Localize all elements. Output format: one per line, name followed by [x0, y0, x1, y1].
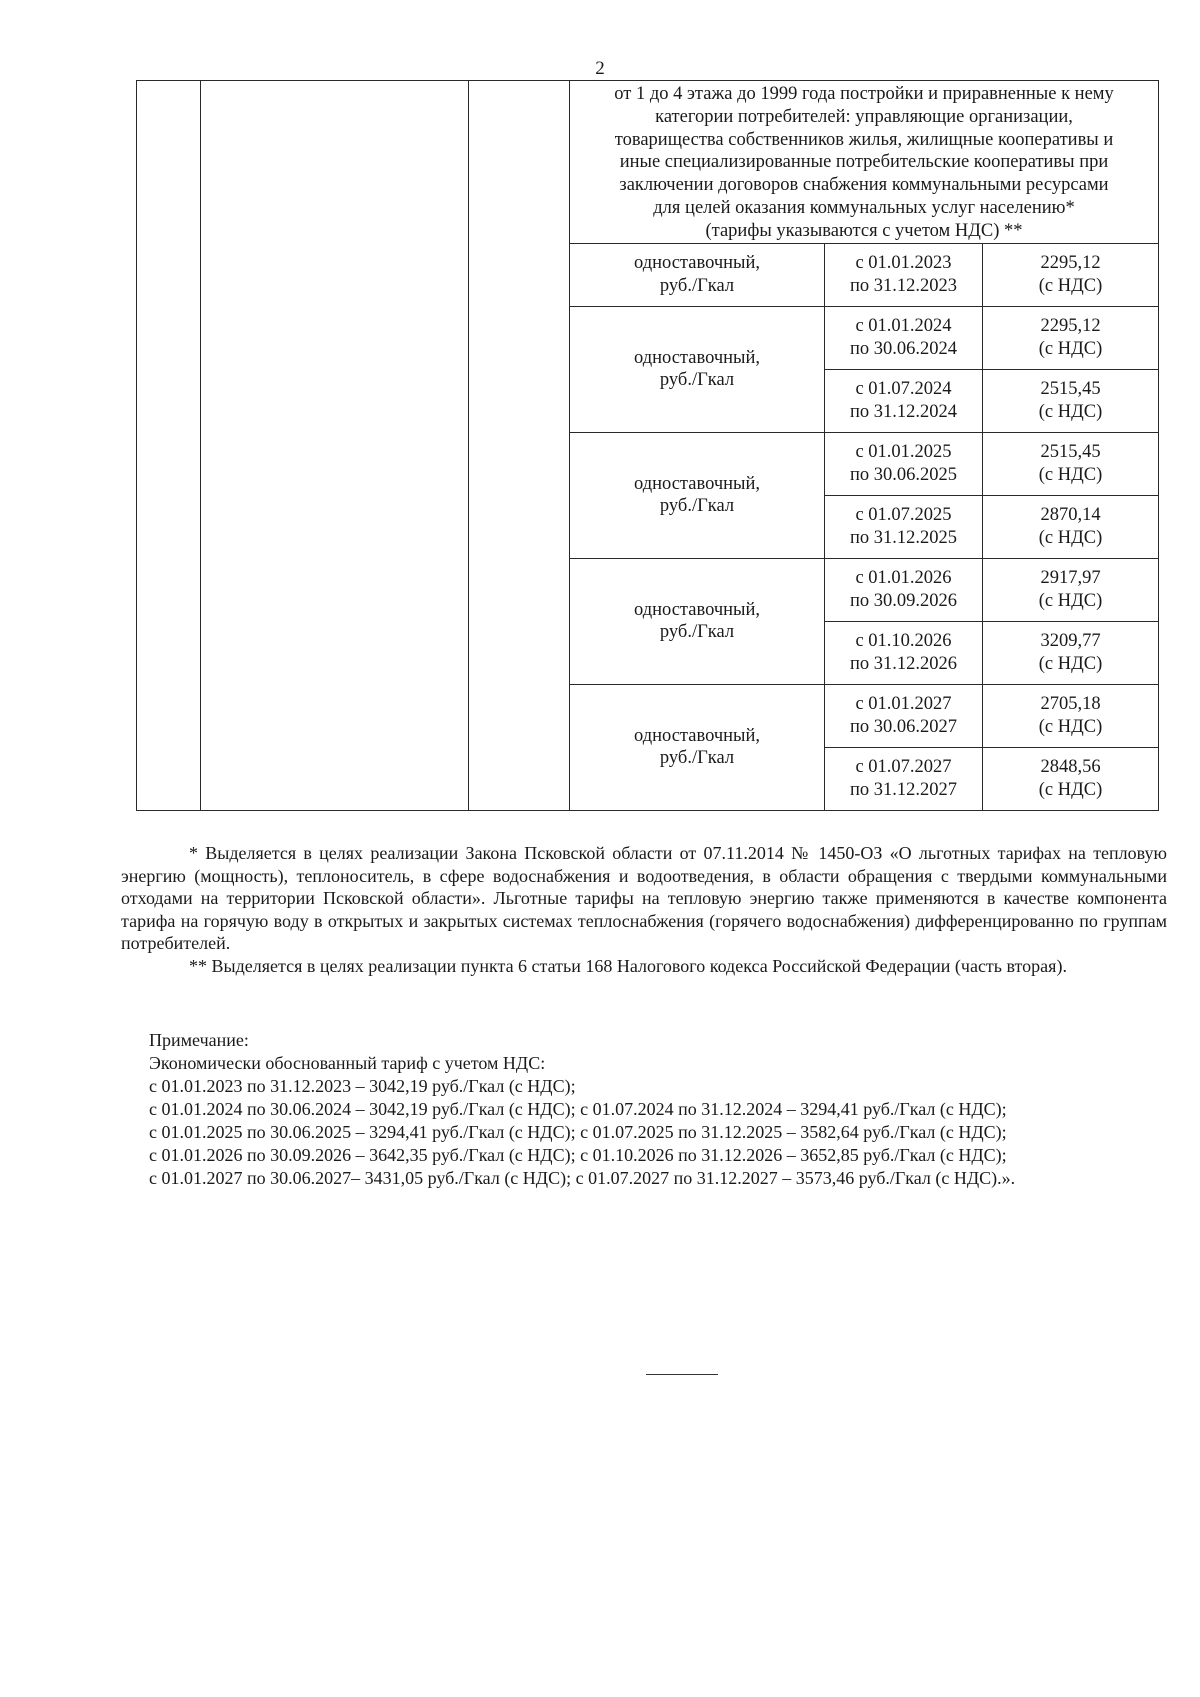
- tariff-value-cell: [983, 747, 1159, 810]
- period-cell: [825, 432, 983, 495]
- note-section: [121, 1029, 1167, 1190]
- vat-label: (с НДС): [1038, 275, 1103, 296]
- cell-text: руб./Гкал: [659, 275, 735, 296]
- vat-label: (с НДС): [1038, 401, 1103, 422]
- tariff-type-cell: [570, 243, 825, 306]
- cell-text: заключении договоров снабжения коммунальными ресурсами: [619, 175, 1109, 196]
- period-to: по 31.12.2027: [849, 779, 958, 800]
- tariff-value: 2295,12: [1040, 316, 1101, 337]
- period-to: по 31.12.2026: [849, 653, 958, 674]
- cell-text: категории потребителей: управляющие организации,: [655, 106, 1073, 127]
- period-cell: [825, 558, 983, 621]
- cell-text: одноставочный,: [633, 599, 760, 620]
- period-cell: [825, 621, 983, 684]
- cell-text: одноставочный,: [633, 347, 760, 368]
- empty-column-2: [201, 81, 469, 811]
- cell-text: товарищества собственников жилья, жилищные кооперативы и: [614, 129, 1114, 150]
- note-line: с 01.01.2026 по 30.09.2026 – 3642,35 руб./Гкал (с НДС); с 01.10.2026 по 31.12.2026 – 3652,85 руб./Гкал (с НДС);: [149, 1145, 1007, 1165]
- period-to: по 30.06.2024: [849, 338, 958, 359]
- period-from: с 01.01.2027: [855, 694, 952, 715]
- note-line: с 01.01.2027 по 30.06.2027– 3431,05 руб./Гкал (с НДС); с 01.07.2027 по 31.12.2027 – 3573,46 руб./Гкал (с НДС).».: [149, 1168, 1016, 1188]
- period-from: с 01.01.2024: [855, 316, 952, 337]
- tariff-type-cell: [570, 432, 825, 558]
- empty-column-3: [469, 81, 570, 811]
- cell-text: руб./Гкал: [659, 496, 735, 517]
- tariff-value-cell: [983, 432, 1159, 495]
- note-title: Примечание:: [149, 1030, 249, 1050]
- tariff-value-cell: [983, 558, 1159, 621]
- period-to: по 31.12.2025: [849, 527, 958, 548]
- footnotes: [121, 842, 1167, 977]
- cell-text: для целей оказания коммунальных услуг населению*: [653, 197, 1075, 218]
- table-header-row: [137, 81, 1159, 244]
- period-from: с 01.01.2023: [855, 253, 952, 274]
- tariff-value: 3209,77: [1040, 631, 1101, 652]
- tariff-value: 2515,45: [1040, 442, 1101, 463]
- tariff-value: 2295,12: [1040, 253, 1101, 274]
- period-to: по 30.09.2026: [849, 590, 958, 611]
- closing-divider: [646, 1374, 718, 1375]
- note-line: с 01.01.2024 по 30.06.2024 – 3042,19 руб./Гкал (с НДС); с 01.07.2024 по 31.12.2024 – 3294,41 руб./Гкал (с НДС);: [149, 1099, 1007, 1119]
- vat-label: (с НДС): [1038, 590, 1103, 611]
- tariff-value: 2848,56: [1040, 757, 1101, 778]
- period-cell: [825, 369, 983, 432]
- period-to: по 30.06.2025: [849, 464, 958, 485]
- period-cell: [825, 684, 983, 747]
- period-to: по 31.12.2023: [849, 275, 958, 296]
- tariff-type-cell: [570, 306, 825, 432]
- vat-label: (с НДС): [1038, 716, 1103, 737]
- period-to: по 30.06.2027: [849, 716, 958, 737]
- cell-text: одноставочный,: [633, 473, 760, 494]
- vat-label: (с НДС): [1038, 653, 1103, 674]
- period-cell: [825, 243, 983, 306]
- cell-text: иные специализированные потребительские кооперативы при: [619, 152, 1109, 173]
- vat-label: (с НДС): [1038, 464, 1103, 485]
- period-cell: [825, 747, 983, 810]
- period-from: с 01.07.2024: [855, 379, 952, 400]
- period-from: с 01.07.2025: [855, 505, 952, 526]
- vat-label: (с НДС): [1038, 779, 1103, 800]
- cell-text: от 1 до 4 этажа до 1999 года постройки и приравненные к нему: [614, 84, 1114, 104]
- tariff-value: 2917,97: [1040, 568, 1101, 589]
- note-line: с 01.01.2025 по 30.06.2025 – 3294,41 руб./Гкал (с НДС); с 01.07.2025 по 31.12.2025 – 3582,64 руб./Гкал (с НДС);: [149, 1122, 1007, 1142]
- tariff-value: 2705,18: [1040, 694, 1101, 715]
- tariff-value-cell: [983, 369, 1159, 432]
- tariff-value: 2515,45: [1040, 379, 1101, 400]
- footnote-double-star: ** Выделяется в целях реализации пункта 6 статьи 168 Налогового кодекса Российской Федерации (часть вторая).: [189, 955, 1067, 976]
- cell-text: одноставочный,: [633, 725, 760, 746]
- note-line: с 01.01.2023 по 31.12.2023 – 3042,19 руб./Гкал (с НДС);: [149, 1076, 576, 1096]
- cell-text: (тарифы указываются с учетом НДС) **: [705, 220, 1023, 241]
- tariff-table: [136, 80, 1159, 811]
- tariff-type-cell: [570, 558, 825, 684]
- cell-text: руб./Гкал: [659, 370, 735, 391]
- vat-label: (с НДС): [1038, 527, 1103, 548]
- cell-text: руб./Гкал: [659, 622, 735, 643]
- tariff-value-cell: [983, 306, 1159, 369]
- tariff-value-cell: [983, 495, 1159, 558]
- footnote-star: * Выделяется в целях реализации Закона Псковской области от 07.11.2014 № 1450-ОЗ «О льготных тарифах на тепловую энергию (мощность), теплоноситель, в сфере водоснабжения и водоотведения, в области обращения с твердыми коммунальными отходами на территории Псковской области». Льготные тарифы на тепловую энергию также применяются в качестве компонента тарифа на горячую воду в открытых и закрытых системах теплоснабжения (горячего водоснабжения) дифференцированно по группам потребителей.: [121, 843, 1167, 953]
- cell-text: руб./Гкал: [659, 748, 735, 769]
- tariff-type-cell: [570, 684, 825, 810]
- tariff-value: 2870,14: [1040, 505, 1101, 526]
- period-from: с 01.10.2026: [855, 631, 952, 652]
- period-from: с 01.07.2027: [855, 757, 952, 778]
- cell-text: одноставочный,: [633, 253, 760, 274]
- tariff-value-cell: [983, 243, 1159, 306]
- tariff-value-cell: [983, 684, 1159, 747]
- empty-column-1: [137, 81, 201, 811]
- period-to: по 31.12.2024: [849, 401, 958, 422]
- consumer-category-header: [570, 81, 1159, 244]
- vat-label: (с НДС): [1038, 338, 1103, 359]
- period-from: с 01.01.2025: [855, 442, 952, 463]
- period-cell: [825, 306, 983, 369]
- period-from: с 01.01.2026: [855, 568, 952, 589]
- note-subtitle: Экономически обоснованный тариф с учетом НДС:: [149, 1053, 546, 1073]
- tariff-value-cell: [983, 621, 1159, 684]
- period-cell: [825, 495, 983, 558]
- page-number: 2: [595, 58, 605, 79]
